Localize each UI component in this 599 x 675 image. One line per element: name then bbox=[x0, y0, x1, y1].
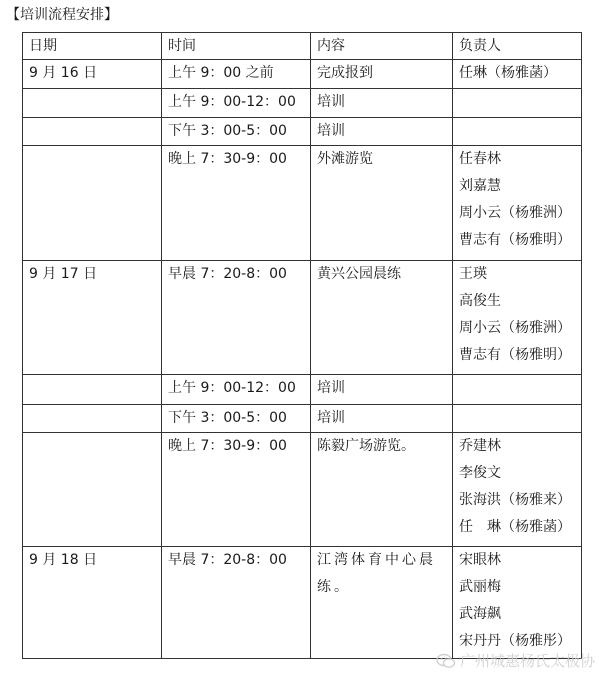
table-row bbox=[23, 405, 582, 433]
table-header-row bbox=[23, 33, 582, 60]
table-row bbox=[23, 60, 582, 89]
table-row bbox=[23, 118, 582, 146]
time-cell: 上午 9：00-12：00 bbox=[162, 375, 311, 405]
table-row bbox=[23, 146, 582, 261]
time-cell: 早晨 7：20-8：00 bbox=[162, 261, 311, 375]
table-row bbox=[23, 89, 582, 118]
date-cell bbox=[23, 118, 162, 146]
content-cell: 培训 bbox=[311, 375, 453, 405]
date-cell bbox=[23, 405, 162, 433]
column-header-owner: 负责人 bbox=[453, 33, 582, 60]
content-cell: 黄兴公园晨练 bbox=[311, 261, 453, 375]
time-cell: 下午 3：00-5：00 bbox=[162, 118, 311, 146]
date-cell bbox=[23, 89, 162, 118]
section-heading: 【培训流程安排】 bbox=[6, 7, 118, 23]
time-cell: 下午 3：00-5：00 bbox=[162, 405, 311, 433]
owner-cell: 任春林 刘嘉慧 周小云（杨雅洲） 曹志有（杨雅明） bbox=[453, 146, 582, 261]
owner-cell: 任琳（杨雅菡） bbox=[453, 60, 582, 89]
date-cell bbox=[23, 146, 162, 261]
time-cell: 晚上 7：30-9：00 bbox=[162, 433, 311, 547]
watermark bbox=[436, 650, 595, 671]
date-cell bbox=[23, 375, 162, 405]
table-row bbox=[23, 261, 582, 375]
training-schedule-table bbox=[22, 32, 582, 659]
time-cell: 早晨 7：20-8：00 bbox=[162, 547, 311, 659]
date-cell bbox=[23, 433, 162, 547]
table-row bbox=[23, 375, 582, 405]
content-cell: 培训 bbox=[311, 89, 453, 118]
owner-cell bbox=[453, 118, 582, 146]
owner-cell bbox=[453, 89, 582, 118]
column-header-time: 时间 bbox=[162, 33, 311, 60]
content-cell: 完成报到 bbox=[311, 60, 453, 89]
owner-cell bbox=[453, 375, 582, 405]
owner-cell: 宋眼林 武丽梅 武海飙 宋丹丹（杨雅彤） bbox=[453, 547, 582, 659]
content-cell: 江湾体育中心晨练。 bbox=[311, 547, 453, 659]
date-cell: 9 月 17 日 bbox=[23, 261, 162, 375]
table-row bbox=[23, 433, 582, 547]
date-cell: 9 月 16 日 bbox=[23, 60, 162, 89]
wechat-icon bbox=[436, 653, 456, 669]
time-cell: 上午 9：00-12：00 bbox=[162, 89, 311, 118]
column-header-content: 内容 bbox=[311, 33, 453, 60]
table-row bbox=[23, 547, 582, 659]
time-cell: 晚上 7：30-9：00 bbox=[162, 146, 311, 261]
date-cell: 9 月 18 日 bbox=[23, 547, 162, 659]
watermark-text: 广州城惠杨氏太极协 bbox=[459, 652, 595, 670]
content-cell: 培训 bbox=[311, 118, 453, 146]
content-cell: 外滩游览 bbox=[311, 146, 453, 261]
owner-cell: 王瑛 高俊生 周小云（杨雅洲） 曹志有（杨雅明） bbox=[453, 261, 582, 375]
owner-cell bbox=[453, 405, 582, 433]
time-cell: 上午 9：00 之前 bbox=[162, 60, 311, 89]
owner-cell: 乔建林 李俊文 张海洪（杨雅来） 任 琳（杨雅菡） bbox=[453, 433, 582, 547]
content-cell: 培训 bbox=[311, 405, 453, 433]
content-cell: 陈毅广场游览。 bbox=[311, 433, 453, 547]
column-header-date: 日期 bbox=[23, 33, 162, 60]
